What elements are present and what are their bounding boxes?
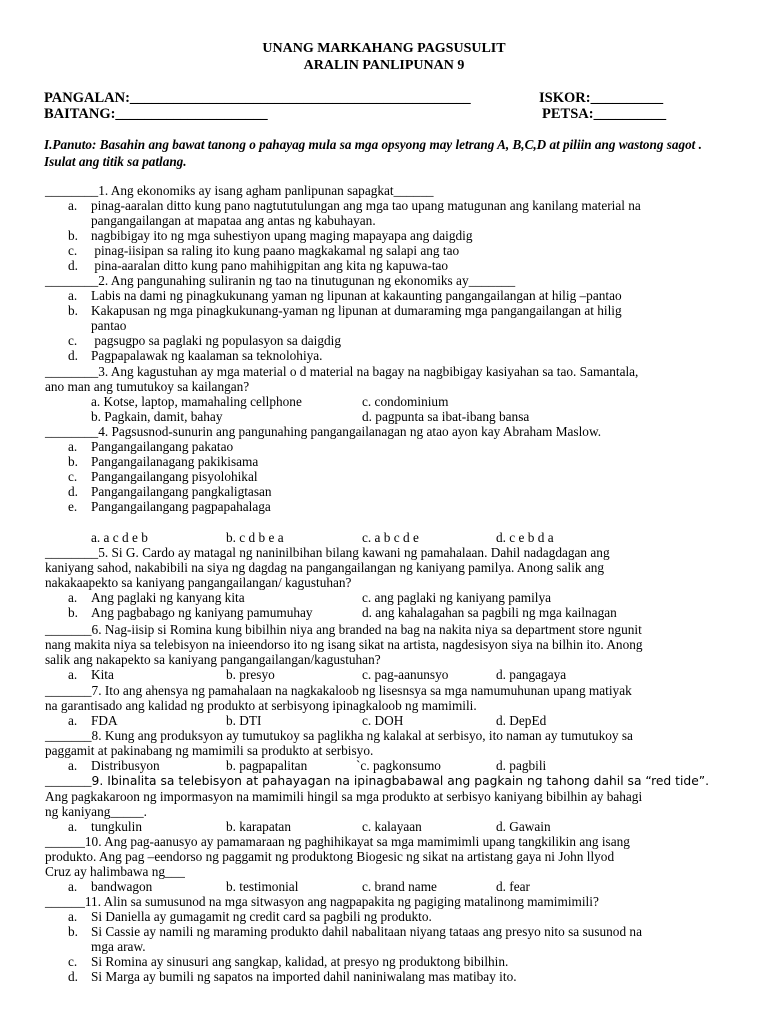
q4-choice-c: c. a b c d e [362, 530, 419, 545]
question-6: _______6. Nag-iisip si Romina kung bibilhin niya ang branded na bag na nakita niya sa department store ngunit [45, 622, 642, 637]
q4-item-e: e. Pangangailangang pagpapahalaga [68, 499, 271, 514]
question-2: ________2. Ang pangunahing suliranin ng tao na tinutugunan ng ekonomiks ay_______ [45, 273, 516, 288]
question-1: ________1. Ang ekonomiks ay isang agham panlipunan sapagkat______ [45, 183, 434, 198]
q7-option-d: d. DepEd [496, 713, 547, 728]
question-6-cont: nang makita niya sa telebisyon na inieendorso ito ng isang sikat na artista, nagdesisyon siya na bilhin ito. Anong [45, 637, 643, 652]
q3-option-a: a. Kotse, laptop, mamahaling cellphone [91, 394, 302, 409]
q8-option-a: a. Distribusyon [68, 758, 160, 773]
score-field: ISKOR:__________ [539, 90, 664, 106]
q10-option-d: d. fear [496, 879, 530, 894]
q2-option-a: a. Labis na dami ng pinagkukunang yaman ng lipunan at kakaunting pangangailangan at hilig –pantao [68, 288, 622, 303]
question-5: ________5. Si G. Cardo ay matagal ng naninilbihan bilang kawani ng pamahalaan. Dahil nadagdagan ang [45, 545, 610, 560]
question-3-cont: ano man ang tumutukoy sa kailangan? [45, 379, 250, 394]
q2-option-d: d. Pagpapalawak ng kaalaman sa teknolohiya. [68, 348, 323, 363]
q3-option-c: c. condominium [362, 394, 449, 409]
q8-option-b: b. pagpapalitan [226, 758, 308, 773]
q4-item-b: b. Pangangailanagang pakikisama [68, 454, 259, 469]
q6-option-c: c. pag-aanunsyo [362, 667, 449, 682]
q1-option-a-cont: pangangailangan at mapataa ang antas ng kabuhayan. [91, 213, 376, 228]
q1-option-d: d. pina-aaralan ditto kung pano mahihigpitan ang kita ng kapuwa-tao [68, 258, 449, 273]
q7-option-a: a. FDA [68, 713, 118, 728]
question-10-cont: produkto. Ang pag –eendorso ng paggamit ng produktong Biogesic ng sikat na artistang gaya ni John llyod [45, 849, 615, 864]
q4-choice-b: b. c d b e a [226, 530, 284, 545]
question-9-cont: Ang pagkakaroon ng impormasyon na mamimili hingil sa mga produkto at serbisyo kaniyang bibilhin ay bahagi [45, 789, 643, 804]
q9-option-c: c. kalayaan [362, 819, 422, 834]
q11-option-b-cont: mga araw. [91, 939, 146, 954]
q9-option-b: b. karapatan [226, 819, 291, 834]
q1-option-a: a. pinag-aaralan ditto kung pano nagtututulungan ang mga tao upang matugunan ang kanilang material na [68, 198, 641, 213]
q7-option-c: c. DOH [362, 713, 404, 728]
q1-option-b: b. nagbibigay ito ng mga suhestiyon upang maging mapayapa ang daigdig [68, 228, 473, 243]
date-field: PETSA:__________ [542, 106, 667, 122]
question-3: ________3. Ang kagustuhan ay mga material o d material na bagay na nagbibigay kasiyahan sa tao. Samantala, [45, 364, 639, 379]
q4-item-d: d. Pangangailangang pangkaligtasan [68, 484, 272, 499]
q2-option-b-cont: pantao [91, 318, 127, 333]
q5-option-c: c. ang paglaki ng kaniyang pamilya [362, 590, 552, 605]
q11-option-b: b. Si Cassie ay namili ng maraming produkto dahil nabalitaan niyang tataas ang presyo nito sa susunod na [68, 924, 642, 939]
subject-title: ARALIN PANLIPUNAN 9 [303, 58, 465, 73]
q2-option-b: b. Kakapusan ng mga pinagkukunang-yaman ng lipunan at dumaraming mga pangangailangan at hilig [68, 303, 622, 318]
instructions: I.Panuto: Basahin ang bawat tanong o pahayag mula sa mga opsyong may letrang A, B,C,D at piliin ang wastong sagot . Isulat ang titik sa patlang. [44, 137, 702, 169]
question-8: _______8. Kung ang produksyon ay tumutukoy sa paglikha ng kalakal at serbisyo, ito naman ay tumutukoy sa [45, 728, 633, 743]
q5-option-d: d. ang kahalagahan sa pagbili ng mga kailnagan [362, 605, 617, 620]
q4-choice-a: a. a c d e b [91, 530, 148, 545]
q10-option-a: a. bandwagon [68, 879, 153, 894]
q11-option-d: d. Si Marga ay bumili ng sapatos na imported dahil naniniwalang mas matibay ito. [68, 969, 517, 984]
q6-option-d: d. pangagaya [496, 667, 567, 682]
q5-option-b: b. Ang pagbabago ng kaniyang pamumuhay [68, 605, 313, 620]
question-8-cont: paggamit at pakinabang ng mamimili sa produkto at serbisyo. [45, 743, 374, 758]
q4-choice-d: d. c e b d a [496, 530, 554, 545]
question-10: ______10. Ang pag-aanusyo ay pamamaraan ng paghihikayat sa mga mamimimli upang tangkilikin ang isang [45, 834, 630, 849]
q11-option-a: a. Si Daniella ay gumagamit ng credit card sa pagbili ng produkto. [68, 909, 432, 924]
question-9-cont-2: ng kaniyang_____. [45, 804, 147, 819]
question-7-cont: na garantisado ang kalidad ng produkto at serbisyong ipinagkaloob ng mamimili. [45, 698, 477, 713]
q2-option-c: c. pagsugpo sa paglaki ng populasyon sa daigdig [68, 333, 342, 348]
question-10-cont-2: Cruz ay halimbawa ng___ [45, 864, 185, 879]
question-9: _______9. Ibinalita sa telebisyon at pahayagan na ipinagbabawal ang pagkain ng tahong dahil sa “red tide”. [45, 773, 710, 788]
question-5-cont-2: nakakaapekto sa kaniyang pangangailangan/ kagustuhan? [45, 575, 352, 590]
q10-option-b: b. testimonial [226, 879, 299, 894]
q9-option-d: d. Gawain [496, 819, 551, 834]
question-7: _______7. Ito ang ahensya ng pamahalaan na nagkakaloob ng lisesnsya sa mga namumuhunan upang matiyak [45, 683, 632, 698]
question-5-cont: kaniyang sahod, nakabibili na siya ng dagdag na pangangailangan ng kaniyang pamilya. Anong salik ang [45, 560, 605, 575]
q3-option-d: d. pagpunta sa ibat-ibang bansa [362, 409, 530, 424]
q5-option-a: a. Ang paglaki ng kanyang kita [68, 590, 245, 605]
q8-option-d: d. pagbili [496, 758, 547, 773]
name-field: PANGALAN:_______________________________________________ [44, 90, 471, 106]
q6-option-b: b. presyo [226, 667, 275, 682]
q11-option-c: c. Si Romina ay sinusuri ang sangkap, kalidad, at presyo ng produktong bibilhin. [68, 954, 509, 969]
question-11: ______11. Alin sa sumusunod na mga sitwasyon ang nagpapakita ng pagiging matalinong mamimimili? [45, 894, 599, 909]
q10-option-c: c. brand name [362, 879, 437, 894]
q4-item-c: c. Pangangailangang pisyolohikal [68, 469, 258, 484]
q3-option-b: b. Pagkain, damit, bahay [91, 409, 223, 424]
q9-option-a: a. tungkulin [68, 819, 142, 834]
exam-title: UNANG MARKAHANG PAGSUSULIT [262, 41, 506, 56]
grade-field: BAITANG:_____________________ [44, 106, 268, 122]
q8-option-c: `c. pagkonsumo [356, 758, 441, 773]
q7-option-b: b. DTI [226, 713, 262, 728]
question-6-cont-2: salik ang nakapekto sa kaniyang pangangailangan/kagustuhan? [45, 652, 381, 667]
q1-option-c: c. pinag-iisipan sa raling ito kung paano magkakamal ng salapi ang tao [68, 243, 460, 258]
q6-option-a: a. Kita [68, 667, 114, 682]
question-4: ________4. Pagsusnod-sunurin ang pangunahing pangangailanagan ng atao ayon kay Abraham Maslow. [45, 424, 602, 439]
q4-item-a: a. Pangangailangang pakatao [68, 439, 234, 454]
